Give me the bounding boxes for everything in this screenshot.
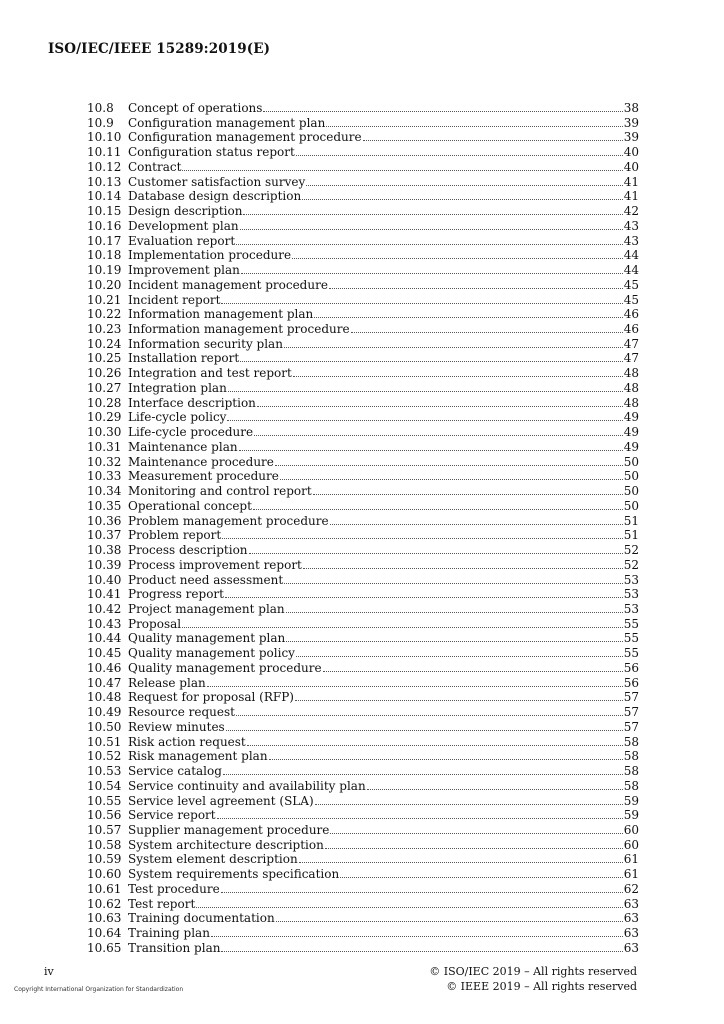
toc-entry-page: 50 [623,498,639,513]
toc-entry-page: 48 [623,395,639,410]
toc-entry[interactable] [87,396,639,411]
toc-entry-page: 55 [623,631,639,646]
toc-dot-leader [314,316,622,318]
toc-entry-title: Operational concept [128,498,252,513]
toc-entry-title: Concept of operations [128,101,263,115]
toc-entry-title: Risk action request [128,734,246,749]
toc-entry-title: Quality management policy [128,646,295,661]
toc-entry-page: 50 [623,484,639,499]
toc-entry[interactable] [87,735,639,750]
toc-dot-leader [257,405,623,407]
toc-entry-page: 41 [623,189,639,204]
toc-entry[interactable] [87,543,639,558]
toc-dot-leader [286,640,622,642]
toc-entry-number: 10.46 [87,660,122,675]
toc-entry-number: 10.63 [87,911,122,926]
toc-entry-page: 49 [623,425,639,440]
toc-entry-page: 48 [623,366,639,381]
toc-dot-leader [299,861,623,863]
toc-entry-number: 10.42 [87,601,122,616]
toc-entry-title: Installation report [128,351,240,366]
toc-entry-title: Project management plan [128,601,285,616]
toc-entry[interactable] [87,425,639,440]
toc-entry[interactable] [87,440,639,455]
toc-entry[interactable] [87,499,639,514]
toc-dot-leader [313,493,623,495]
toc-entry-page: 60 [623,837,639,852]
toc-entry[interactable] [87,293,639,308]
toc-entry-title: Service level agreement (SLA) [128,793,314,808]
toc-entry-page: 58 [623,764,639,779]
toc-entry-title: Proposal [128,616,182,631]
toc-entry-title: System architecture description [128,837,324,852]
toc-entry-title: Process improvement report [128,557,302,572]
toc-entry[interactable] [87,838,639,853]
toc-entry-number: 10.44 [87,631,122,646]
toc-entry[interactable] [87,926,639,941]
toc-dot-leader [323,670,623,672]
toc-entry[interactable] [87,528,639,543]
toc-entry-page: 57 [623,690,639,705]
toc-entry-number: 10.14 [87,189,122,204]
toc-entry-number: 10.20 [87,277,122,292]
toc-entry-number: 10.23 [87,322,122,337]
toc-entry-title: System requirements specification [128,867,340,882]
toc-entry-number: 10.58 [87,837,122,852]
toc-entry-title: Contract [128,159,182,174]
toc-entry-page: 63 [623,926,639,941]
toc-entry-number: 10.49 [87,705,122,720]
toc-entry[interactable] [87,263,639,278]
toc-entry-page: 63 [623,911,639,926]
toc-entry-number: 10.21 [87,292,122,307]
toc-entry-page: 57 [623,705,639,720]
toc-entry-page: 61 [623,867,639,882]
toc-dot-leader [182,626,623,628]
toc-entry-page: 41 [623,174,639,189]
document-header-title: ISO/IEC/IEEE 15289:2019(E) [48,41,271,57]
toc-dot-leader [315,803,623,805]
toc-dot-leader [276,920,623,922]
toc-entry-title: Release plan [128,675,206,690]
toc-entry-page: 49 [623,410,639,425]
toc-dot-leader [330,523,623,525]
toc-dot-leader [247,744,623,746]
toc-entry-number: 10.22 [87,307,122,322]
toc-entry-number: 10.62 [87,896,122,911]
toc-dot-leader [363,139,623,141]
toc-dot-leader [236,714,623,716]
toc-entry-number: 10.33 [87,469,122,484]
toc-dot-leader [236,243,623,245]
toc-entry-page: 46 [623,322,639,337]
toc-entry-page: 52 [623,543,639,558]
toc-entry[interactable] [87,514,639,529]
toc-entry-title: Development plan [128,218,239,233]
rights-reserved-block [429,964,637,994]
toc-entry[interactable] [87,484,639,499]
toc-entry-page: 48 [623,380,639,395]
toc-entry[interactable] [87,248,639,263]
toc-entry-number: 10.24 [87,336,122,351]
toc-entry-number: 10.56 [87,808,122,823]
toc-entry-title: Quality management procedure [128,660,322,675]
toc-entry-title: Service continuity and availability plan [128,778,366,793]
toc-entry-page: 56 [623,675,639,690]
toc-entry-number: 10.39 [87,557,122,572]
copyright-notice: Copyright International Organization for Standardization [14,986,184,993]
toc-dot-leader [226,729,623,731]
toc-dot-leader [211,935,623,937]
toc-entry-number: 10.35 [87,498,122,513]
toc-entry-page: 53 [623,572,639,587]
toc-entry-page: 51 [623,528,639,543]
toc-entry-number: 10.10 [87,130,122,145]
toc-entry-page: 56 [623,660,639,675]
rights-iso: © ISO/IEC 2019 – All rights reserved [429,965,637,978]
toc-entry[interactable] [87,101,639,116]
toc-entry-title: Monitoring and control report [128,484,312,499]
toc-entry[interactable] [87,911,639,926]
toc-entry[interactable] [87,307,639,322]
toc-dot-leader [228,390,623,392]
toc-entry[interactable] [87,676,639,691]
toc-entry-page: 47 [623,336,639,351]
toc-entry-number: 10.30 [87,425,122,440]
toc-entry-title: Transition plan [128,940,221,955]
toc-entry-page: 44 [623,263,639,278]
toc-dot-leader [207,685,623,687]
toc-entry-title: Improvement plan [128,263,240,278]
toc-entry-title: Incident report [128,292,221,307]
toc-entry-title: Design description [128,204,243,219]
toc-entry[interactable] [87,351,639,366]
toc-entry-title: Customer satisfaction survey [128,174,306,189]
toc-entry-title: Training documentation [128,911,275,926]
toc-entry[interactable] [87,455,639,470]
toc-entry-title: Life-cycle procedure [128,425,254,440]
toc-entry-number: 10.16 [87,218,122,233]
toc-entry-number: 10.50 [87,719,122,734]
toc-entry-page: 58 [623,749,639,764]
toc-entry-number: 10.11 [87,145,122,160]
toc-entry-number: 10.43 [87,616,122,631]
toc-dot-leader [367,788,623,790]
toc-entry-number: 10.55 [87,793,122,808]
toc-entry-title: Resource request [128,705,235,720]
toc-dot-leader [286,611,623,613]
toc-entry-number: 10.15 [87,204,122,219]
toc-dot-leader [296,655,623,657]
toc-entry[interactable] [87,646,639,661]
toc-dot-leader [249,552,623,554]
toc-dot-leader [284,346,623,348]
toc-dot-leader [340,876,623,878]
toc-entry-number: 10.29 [87,410,122,425]
toc-entry-title: Process description [128,543,248,558]
toc-entry[interactable] [87,116,639,131]
toc-entry-title: Evaluation report [128,233,236,248]
toc-entry-page: 45 [623,277,639,292]
toc-entry-number: 10.47 [87,675,122,690]
toc-entry-page: 58 [623,734,639,749]
toc-entry-page: 40 [623,145,639,160]
toc-dot-leader [221,950,622,952]
toc-entry-page: 63 [623,940,639,955]
toc-dot-leader [239,449,623,451]
toc-entry-page: 50 [623,454,639,469]
toc-entry-page: 62 [623,881,639,896]
toc-entry-number: 10.52 [87,749,122,764]
toc-entry-title: Integration and test report [128,366,292,381]
toc-entry[interactable] [87,602,639,617]
toc-entry-number: 10.19 [87,263,122,278]
toc-entry-number: 10.34 [87,484,122,499]
toc-dot-leader [293,375,623,377]
toc-entry-title: Supplier management procedure [128,822,330,837]
toc-entry-title: Request for proposal (RFP) [128,690,294,705]
toc-entry-title: Quality management plan [128,631,286,646]
toc-entry[interactable] [87,661,639,676]
toc-dot-leader [280,478,623,480]
toc-entry-title: Interface description [128,395,256,410]
toc-dot-leader [263,110,622,112]
toc-entry-page: 55 [623,646,639,661]
toc-entry[interactable] [87,219,639,234]
toc-dot-leader [302,198,623,200]
toc-entry-page: 39 [623,115,639,130]
toc-entry-title: Product need assessment [128,572,284,587]
toc-entry[interactable] [87,690,639,705]
toc-entry-title: Test report [128,896,196,911]
toc-entry[interactable] [87,867,639,882]
toc-entry-page: 50 [623,469,639,484]
toc-entry-number: 10.51 [87,734,122,749]
toc-dot-leader [326,125,622,127]
toc-entry-title: Maintenance plan [128,439,238,454]
toc-entry[interactable] [87,720,639,735]
toc-entry-title: Risk management plan [128,749,268,764]
toc-entry-number: 10.41 [87,587,122,602]
toc-entry-page: 53 [623,587,639,602]
toc-entry-page: 51 [623,513,639,528]
toc-entry[interactable] [87,337,639,352]
toc-entry[interactable] [87,130,639,145]
toc-dot-leader [240,228,623,230]
toc-dot-leader [275,464,623,466]
toc-entry[interactable] [87,631,639,646]
toc-entry[interactable] [87,234,639,249]
toc-entry-title: Training plan [128,926,210,941]
toc-dot-leader [221,891,623,893]
toc-dot-leader [292,257,623,259]
toc-dot-leader [303,567,623,569]
toc-entry-title: Progress report [128,587,224,602]
toc-entry-page: 44 [623,248,639,263]
toc-dot-leader [306,184,622,186]
toc-entry-number: 10.60 [87,867,122,882]
toc-entry-number: 10.45 [87,646,122,661]
toc-entry[interactable] [87,189,639,204]
toc-entry-page: 58 [623,778,639,793]
toc-dot-leader [217,817,623,819]
toc-entry-number: 10.37 [87,528,122,543]
toc-dot-leader [284,582,623,584]
toc-entry[interactable] [87,175,639,190]
toc-entry-title: Life-cycle policy [128,410,227,425]
toc-entry-number: 10.36 [87,513,122,528]
toc-entry-number: 10.26 [87,366,122,381]
toc-entry-page: 63 [623,896,639,911]
toc-entry[interactable] [87,558,639,573]
toc-entry-title: Information security plan [128,336,283,351]
toc-entry-page: 52 [623,557,639,572]
toc-entry-number: 10.28 [87,395,122,410]
toc-dot-leader [254,434,623,436]
toc-entry-title: Review minutes [128,719,225,734]
toc-dot-leader [325,847,623,849]
toc-entry-page: 46 [623,307,639,322]
toc-entry-page: 53 [623,601,639,616]
toc-entry-number: 10.8 [87,101,114,115]
table-of-contents [87,101,639,956]
toc-entry-title: System element description [128,852,298,867]
toc-dot-leader [240,360,623,362]
toc-entry-page: 39 [623,130,639,145]
toc-dot-leader [330,832,622,834]
toc-entry[interactable] [87,897,639,912]
toc-entry-page: 43 [623,218,639,233]
toc-entry[interactable] [87,322,639,337]
toc-dot-leader [269,758,623,760]
toc-entry-page: 57 [623,719,639,734]
toc-entry[interactable] [87,469,639,484]
toc-dot-leader [296,154,623,156]
toc-entry-title: Configuration management plan [128,115,326,130]
toc-dot-leader [351,331,623,333]
toc-dot-leader [329,287,623,289]
toc-entry-title: Information management procedure [128,322,350,337]
toc-entry-page: 55 [623,616,639,631]
toc-dot-leader [225,596,623,598]
toc-entry-title: Problem management procedure [128,513,329,528]
toc-dot-leader [243,213,622,215]
toc-entry-title: Measurement procedure [128,469,279,484]
toc-dot-leader [295,699,623,701]
toc-entry-number: 10.61 [87,881,122,896]
toc-entry[interactable] [87,823,639,838]
toc-entry-number: 10.59 [87,852,122,867]
toc-entry[interactable] [87,587,639,602]
toc-entry[interactable] [87,852,639,867]
rights-ieee: © IEEE 2019 – All rights reserved [446,980,637,993]
toc-entry-title: Service report [128,808,216,823]
toc-dot-leader [182,169,622,171]
toc-dot-leader [227,419,622,421]
toc-entry[interactable] [87,705,639,720]
toc-entry-page: 42 [623,204,639,219]
toc-entry-page: 47 [623,351,639,366]
toc-entry-page: 45 [623,292,639,307]
toc-entry[interactable] [87,617,639,632]
toc-entry-page: 43 [623,233,639,248]
toc-dot-leader [253,508,623,510]
toc-entry-number: 10.25 [87,351,122,366]
toc-entry-page: 61 [623,852,639,867]
toc-entry-number: 10.27 [87,380,122,395]
toc-entry-number: 10.32 [87,454,122,469]
page-number: iv [44,965,54,978]
toc-entry-number: 10.17 [87,233,122,248]
toc-entry-page: 59 [623,808,639,823]
toc-entry-number: 10.65 [87,940,122,955]
toc-entry-number: 10.31 [87,439,122,454]
toc-entry-number: 10.40 [87,572,122,587]
toc-entry[interactable] [87,882,639,897]
toc-entry-number: 10.64 [87,926,122,941]
toc-entry-title: Problem report [128,528,222,543]
toc-entry[interactable] [87,764,639,779]
toc-entry[interactable] [87,808,639,823]
toc-entry[interactable] [87,573,639,588]
toc-entry[interactable] [87,204,639,219]
toc-entry-number: 10.54 [87,778,122,793]
toc-entry-title: Configuration management procedure [128,130,362,145]
toc-entry-title: Configuration status report [128,145,295,160]
toc-dot-leader [223,773,623,775]
toc-entry-title: Database design description [128,189,302,204]
toc-entry-page: 49 [623,439,639,454]
toc-entry[interactable] [87,145,639,160]
toc-entry-title: Test procedure [128,881,220,896]
toc-entry-number: 10.12 [87,159,122,174]
toc-entry-title: Integration plan [128,380,227,395]
toc-entry[interactable] [87,160,639,175]
toc-entry-number: 10.18 [87,248,122,263]
toc-dot-leader [222,537,623,539]
toc-entry[interactable] [87,278,639,293]
toc-entry-page: 59 [623,793,639,808]
toc-entry-number: 10.48 [87,690,122,705]
toc-entry[interactable] [87,381,639,396]
toc-entry[interactable] [87,749,639,764]
toc-entry-number: 10.57 [87,822,122,837]
toc-entry-number: 10.38 [87,543,122,558]
toc-entry[interactable] [87,410,639,425]
toc-dot-leader [196,906,622,908]
toc-entry-title: Maintenance procedure [128,454,274,469]
toc-entry-page: 40 [623,159,639,174]
toc-entry[interactable] [87,794,639,809]
toc-entry[interactable] [87,941,639,956]
toc-entry-number: 10.53 [87,764,122,779]
toc-entry[interactable] [87,779,639,794]
toc-entry-number: 10.13 [87,174,122,189]
toc-entry-title: Incident management procedure [128,277,328,292]
toc-entry-title: Implementation procedure [128,248,292,263]
toc-entry-title: Information management plan [128,307,314,322]
toc-entry-number: 10.9 [87,115,114,130]
toc-entry[interactable] [87,366,639,381]
toc-dot-leader [221,302,622,304]
toc-entry-page: 60 [623,822,639,837]
toc-entry-title: Service catalog [128,764,222,779]
toc-entry-page: 38 [623,101,639,115]
toc-dot-leader [241,272,623,274]
